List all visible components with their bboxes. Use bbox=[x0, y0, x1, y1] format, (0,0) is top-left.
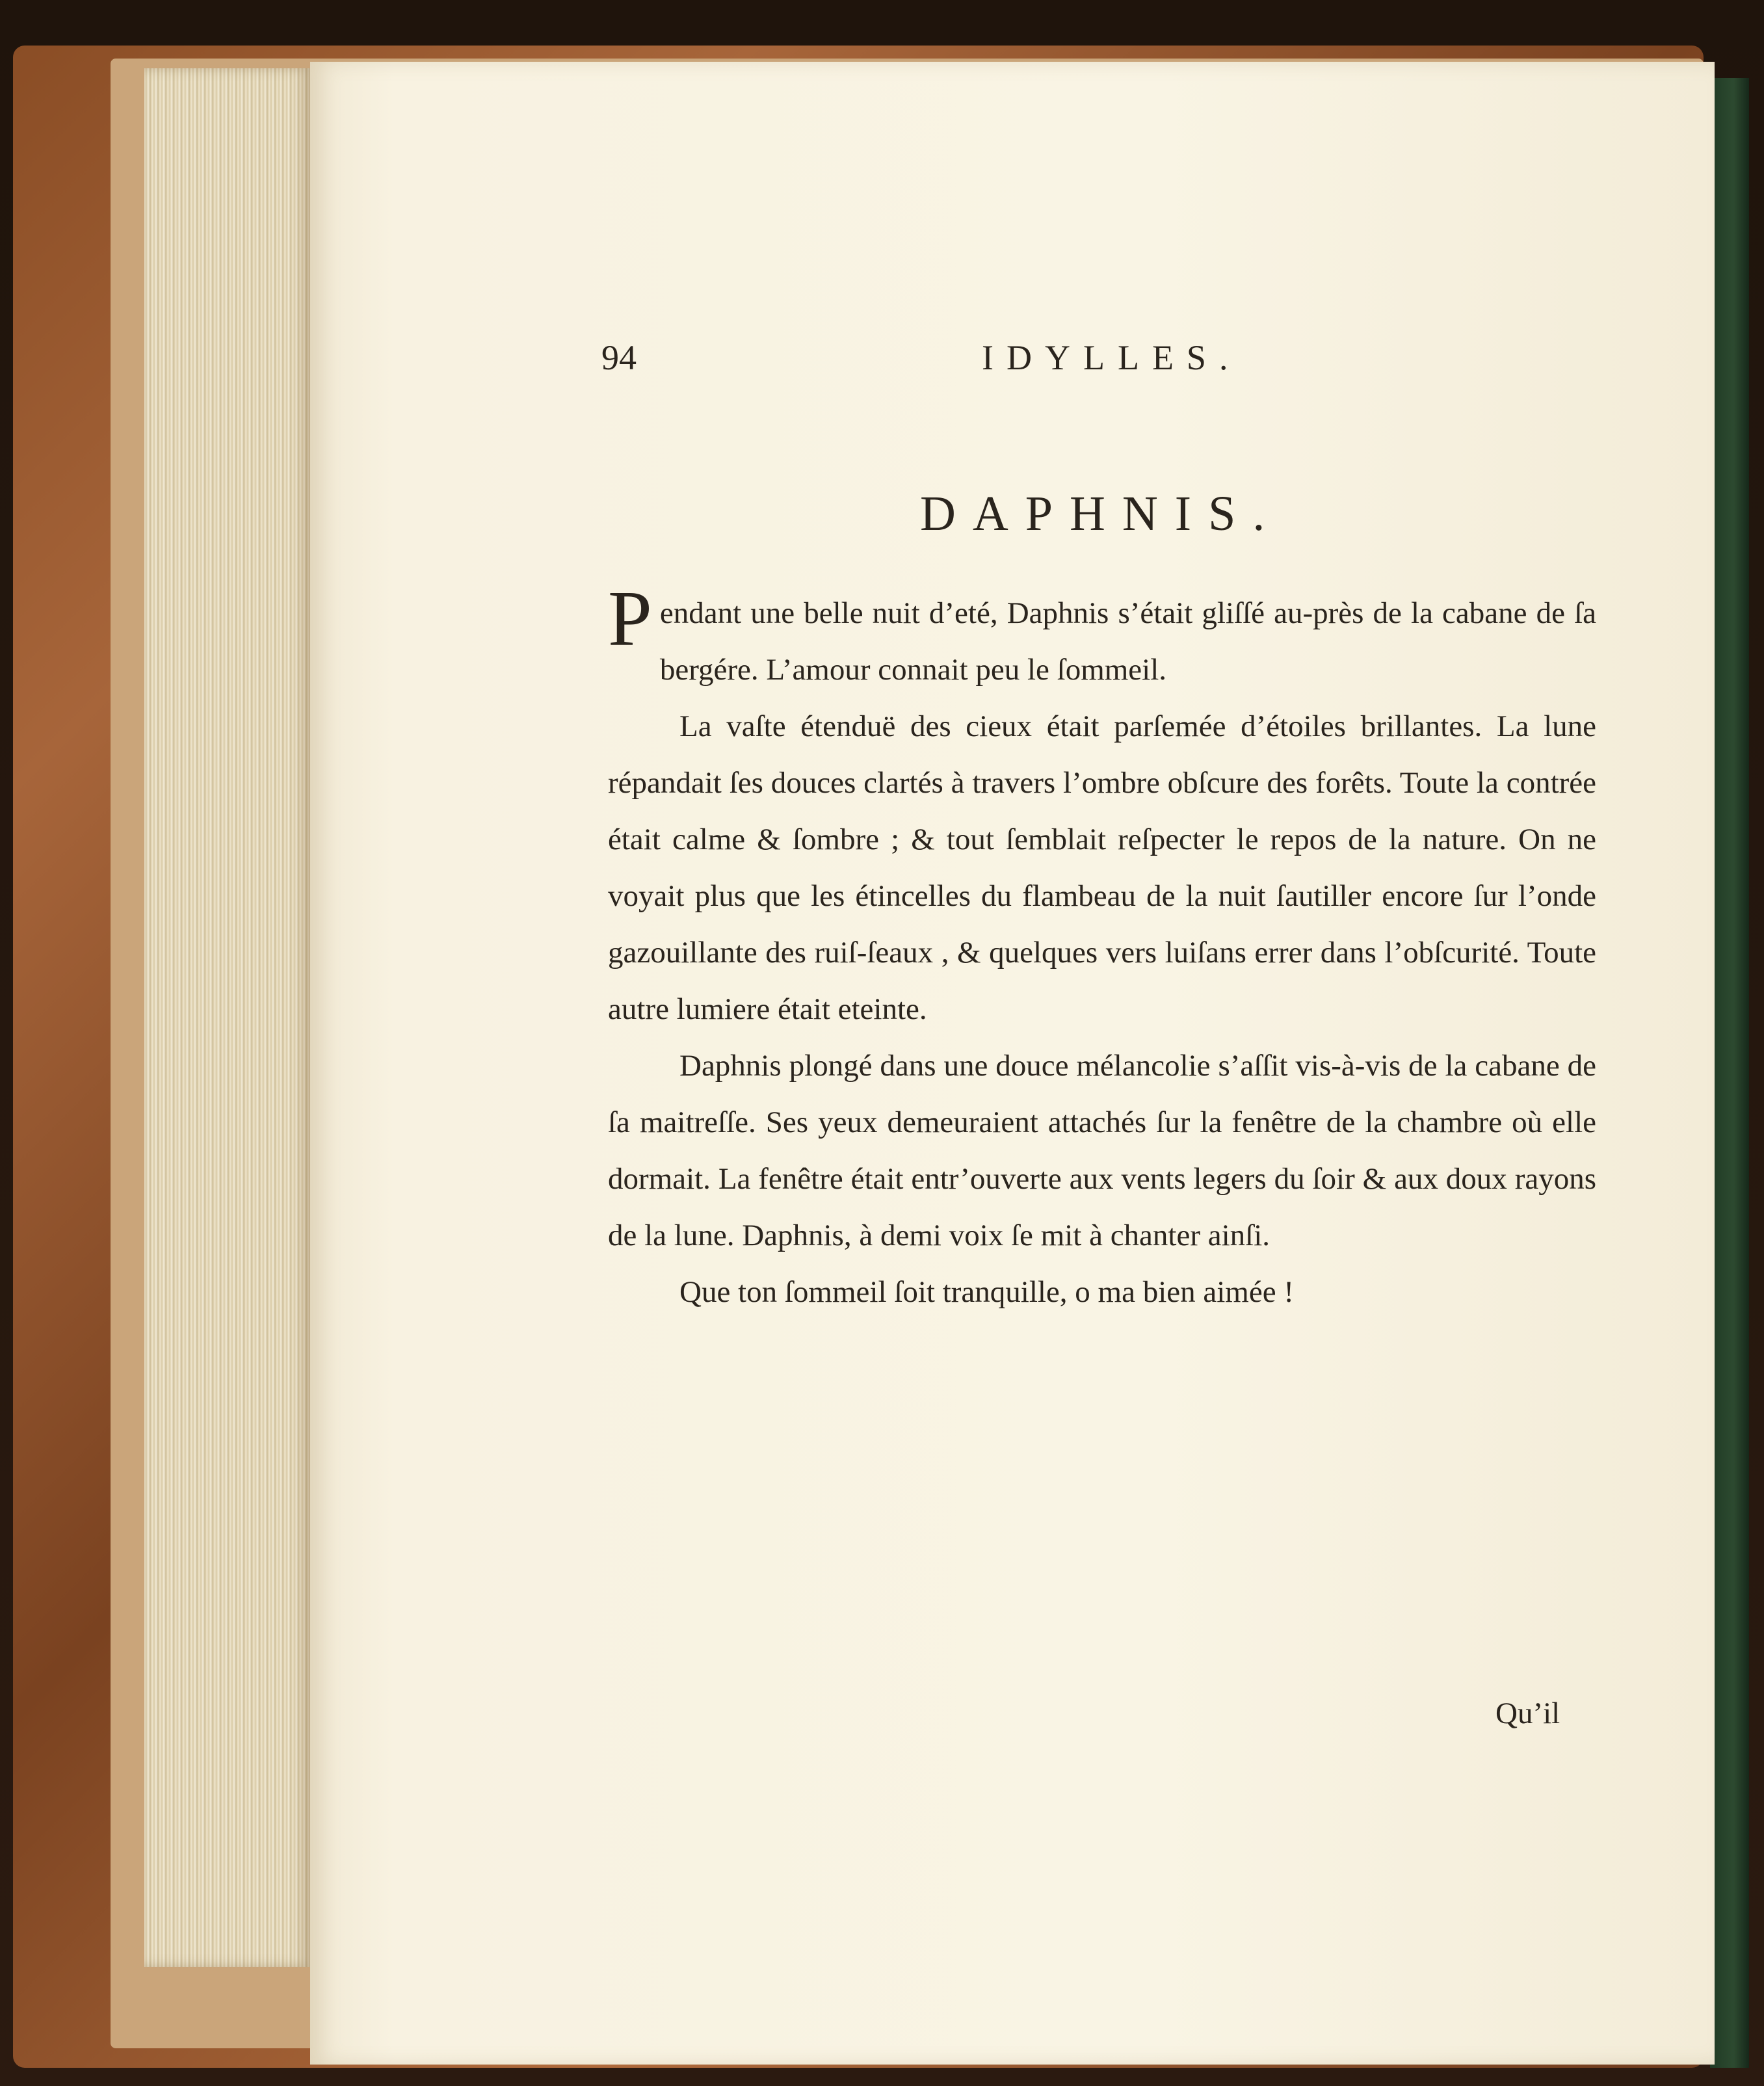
paragraph-1-text: endant une belle nuit d’eté, Daphnis s’était gliſſé au-près de la cabane de ſa bergére. L’amour connait peu le ſommeil. bbox=[659, 596, 1596, 687]
paragraph-1 bbox=[608, 575, 1596, 698]
running-head bbox=[0, 332, 1764, 384]
paragraph-2: La vaſte étenduë des cieux était parſemée d’étoiles brillantes. La lune répandait ſes douces clartés à travers l’ombre obſcure des forêts. Toute la contrée était calme & ſombre ; & tout ſemblait reſpecter le repos de la nature. On ne voyait plus que les étincelles du flambeau de la nuit ſautiller encore ſur l’onde gazouillante des ruiſ-ſeaux , & quelques vers luiſans errer dans l’obſcurité. Toute autre lumiere était eteinte. bbox=[608, 709, 1596, 1026]
section-title: DAPHNIS. bbox=[920, 486, 1282, 541]
body-text bbox=[608, 575, 1596, 1321]
paragraph-4: Que ton ſommeil ſoit tranquille, o ma bien aimée ! bbox=[679, 1275, 1294, 1309]
paragraph-3: Daphnis plongé dans une douce mélancolie s’aſſit vis-à-vis de la cabane de ſa maitreſſe. Ses yeux demeuraient attachés ſur la fenêtre de la chambre où elle dormait. La fenêtre était entr’ouverte aux vents legers du ſoir & aux doux rayons de la lune. Daphnis, à demi voix ſe mit à chanter ainſi. bbox=[608, 1049, 1596, 1252]
drop-cap: P bbox=[608, 575, 652, 663]
catchword: Qu’il bbox=[1495, 1697, 1560, 1730]
running-title: IDYLLES. bbox=[982, 338, 1241, 377]
page-number: 94 bbox=[601, 338, 637, 377]
